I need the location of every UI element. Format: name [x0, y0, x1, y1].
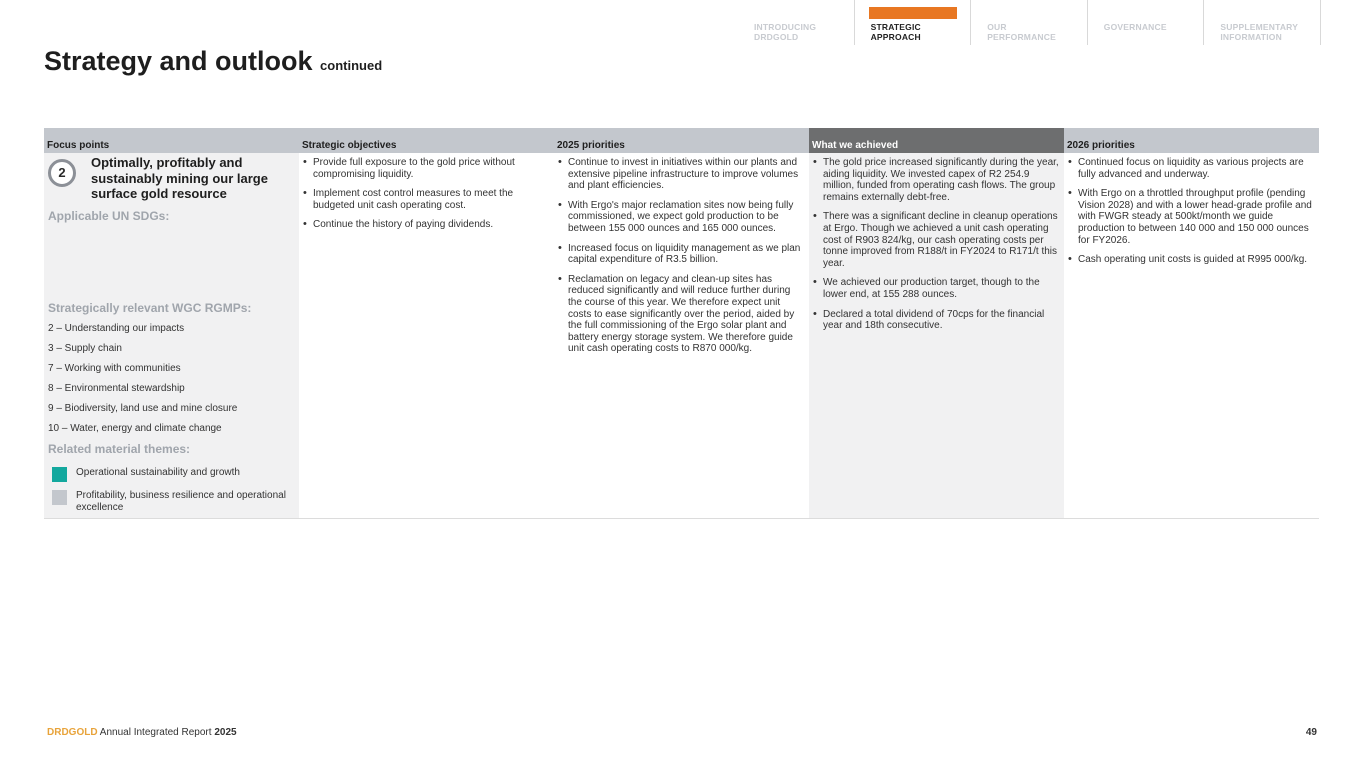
nav-tab-label: SUPPLEMENTARY INFORMATION: [1220, 22, 1298, 42]
list-item: • Declared a total dividend of 70cps for the financial year and 18th consecutive.: [813, 309, 1060, 332]
un-sdgs-label: Applicable UN SDGs:: [48, 208, 170, 223]
focus-number-badge: 2: [48, 159, 76, 187]
table-body-row: [44, 153, 1319, 518]
list-item: • We achieved our production target, though to the lower end, at 155 288 ounces.: [813, 277, 1060, 300]
priorities-2025-list: [558, 157, 805, 355]
header-focus-points: Focus points: [47, 140, 110, 151]
active-tab-indicator: [869, 7, 957, 19]
page-number: 49: [1305, 727, 1317, 738]
header-2026-priorities: 2026 priorities: [1067, 140, 1135, 151]
priorities-2025-cell: [554, 153, 809, 518]
focus-points-cell: [44, 153, 299, 518]
nav-tab-strategic-approach[interactable]: [855, 0, 972, 45]
strategic-objectives-list: [303, 157, 550, 231]
material-theme-item: [48, 490, 295, 514]
header-2025-priorities: 2025 priorities: [557, 140, 625, 151]
strategy-table: [44, 128, 1319, 519]
list-item: • Continued focus on liquidity as various projects are fully advanced and underway.: [1068, 157, 1315, 180]
list-item: • Continue the history of paying dividends.: [303, 219, 550, 231]
list-item: • Implement cost control measures to meet the budgeted unit cash operating cost.: [303, 188, 550, 211]
nav-tab-label: INTRODUCING DRDGOLD: [754, 22, 817, 42]
nav-tab-our-performance[interactable]: [971, 0, 1088, 45]
list-item: • Provide full exposure to the gold price without compromising liquidity.: [303, 157, 550, 180]
list-item: • There was a significant decline in cleanup operations at Ergo. Though we achieved a unit cash operating cost of R903 824/kg, our cash operating costs per tonne improved from R188/t in FY2024 to R171/t this year.: [813, 211, 1060, 269]
list-item: • Reclamation on legacy and clean-up sites has reduced significantly and will reduce further during the course of this year. We therefore expect unit costs to ease significantly over the period, aided by the full commissioning of the Ergo solar plant and battery energy storage system. We therefore guide unit cash operating costs to R870 000/kg.: [558, 274, 805, 355]
theme-color-swatch: [52, 467, 67, 482]
nav-tab-label: STRATEGIC APPROACH: [870, 22, 921, 42]
theme-label: Operational sustainability and growth: [76, 467, 240, 479]
material-theme-item: [48, 467, 295, 482]
footer-brand: DRDGOLD: [47, 727, 98, 738]
theme-label: Profitability, business resilience and operational excellence: [76, 490, 286, 514]
focus-point-heading: [48, 157, 295, 202]
nav-tab-label: GOVERNANCE: [1103, 22, 1167, 32]
achieved-list: [813, 157, 1060, 332]
material-themes-label: Related material themes:: [48, 441, 191, 456]
priorities-2026-list: [1068, 157, 1315, 266]
rgmp-item: 8 – Environmental stewardship: [48, 382, 185, 394]
footer-year: 2025: [214, 727, 237, 738]
list-item: • Continue to invest in initiatives within our plants and extensive pipeline infrastructure to improve volumes and plant efficiencies.: [558, 157, 805, 192]
un-sdgs-area: [48, 222, 295, 294]
rgmp-item: 3 – Supply chain: [48, 342, 122, 354]
list-item: • With Ergo on a throttled throughput profile (pending Vision 2028) and with a lower head-grade profile and with FWGR steady at 500kt/month we guide production to between 140 000 and 150 000 ounces for FY2026.: [1068, 188, 1315, 246]
rgmp-item: 2 – Understanding our impacts: [48, 322, 185, 334]
list-item: • The gold price increased significantly during the year, aiding liquidity. We invested capex of R2 254.9 million, funded from operating cash flows. The group remains externally debt-free.: [813, 157, 1060, 203]
page-title-suffix: continued: [320, 58, 383, 73]
nav-tab-label: OUR PERFORMANCE: [987, 22, 1056, 42]
list-item: • Increased focus on liquidity management as we plan capital expenditure of R3.5 billion.: [558, 243, 805, 266]
nav-tab-supplementary-information[interactable]: [1204, 0, 1321, 45]
priorities-2026-cell: [1064, 153, 1319, 518]
list-item: • With Ergo's major reclamation sites now being fully commissioned, we expect gold production to be between 155 000 ounces and 165 000 ounces.: [558, 200, 805, 235]
nav-tab-introducing-drdgold[interactable]: [738, 0, 855, 45]
header-strategic-objectives: Strategic objectives: [302, 140, 397, 151]
nav-tab-governance[interactable]: [1088, 0, 1205, 45]
theme-color-swatch: [52, 490, 67, 505]
table-header-row: [44, 128, 1319, 153]
header-what-we-achieved: What we achieved: [809, 128, 1064, 153]
footer-report-title: Annual Integrated Report: [99, 727, 212, 738]
rgmp-item: 9 – Biodiversity, land use and mine closure: [48, 402, 238, 414]
wgc-rgmps-label: Strategically relevant WGC RGMPs:: [48, 301, 252, 316]
achieved-cell: [809, 153, 1064, 518]
rgmp-item: 10 – Water, energy and climate change: [48, 422, 222, 434]
rgmp-item: 7 – Working with communities: [48, 362, 181, 374]
focus-point-title: Optimally, profitably and sustainably mining our large surface gold resource: [91, 155, 268, 201]
section-nav: [738, 0, 1321, 45]
page-title: [44, 46, 382, 77]
strategic-objectives-cell: [299, 153, 554, 518]
list-item: • Cash operating unit costs is guided at R995 000/kg.: [1068, 254, 1315, 266]
footer-report-name: [47, 727, 237, 738]
page-title-text: Strategy and outlook: [44, 46, 313, 76]
